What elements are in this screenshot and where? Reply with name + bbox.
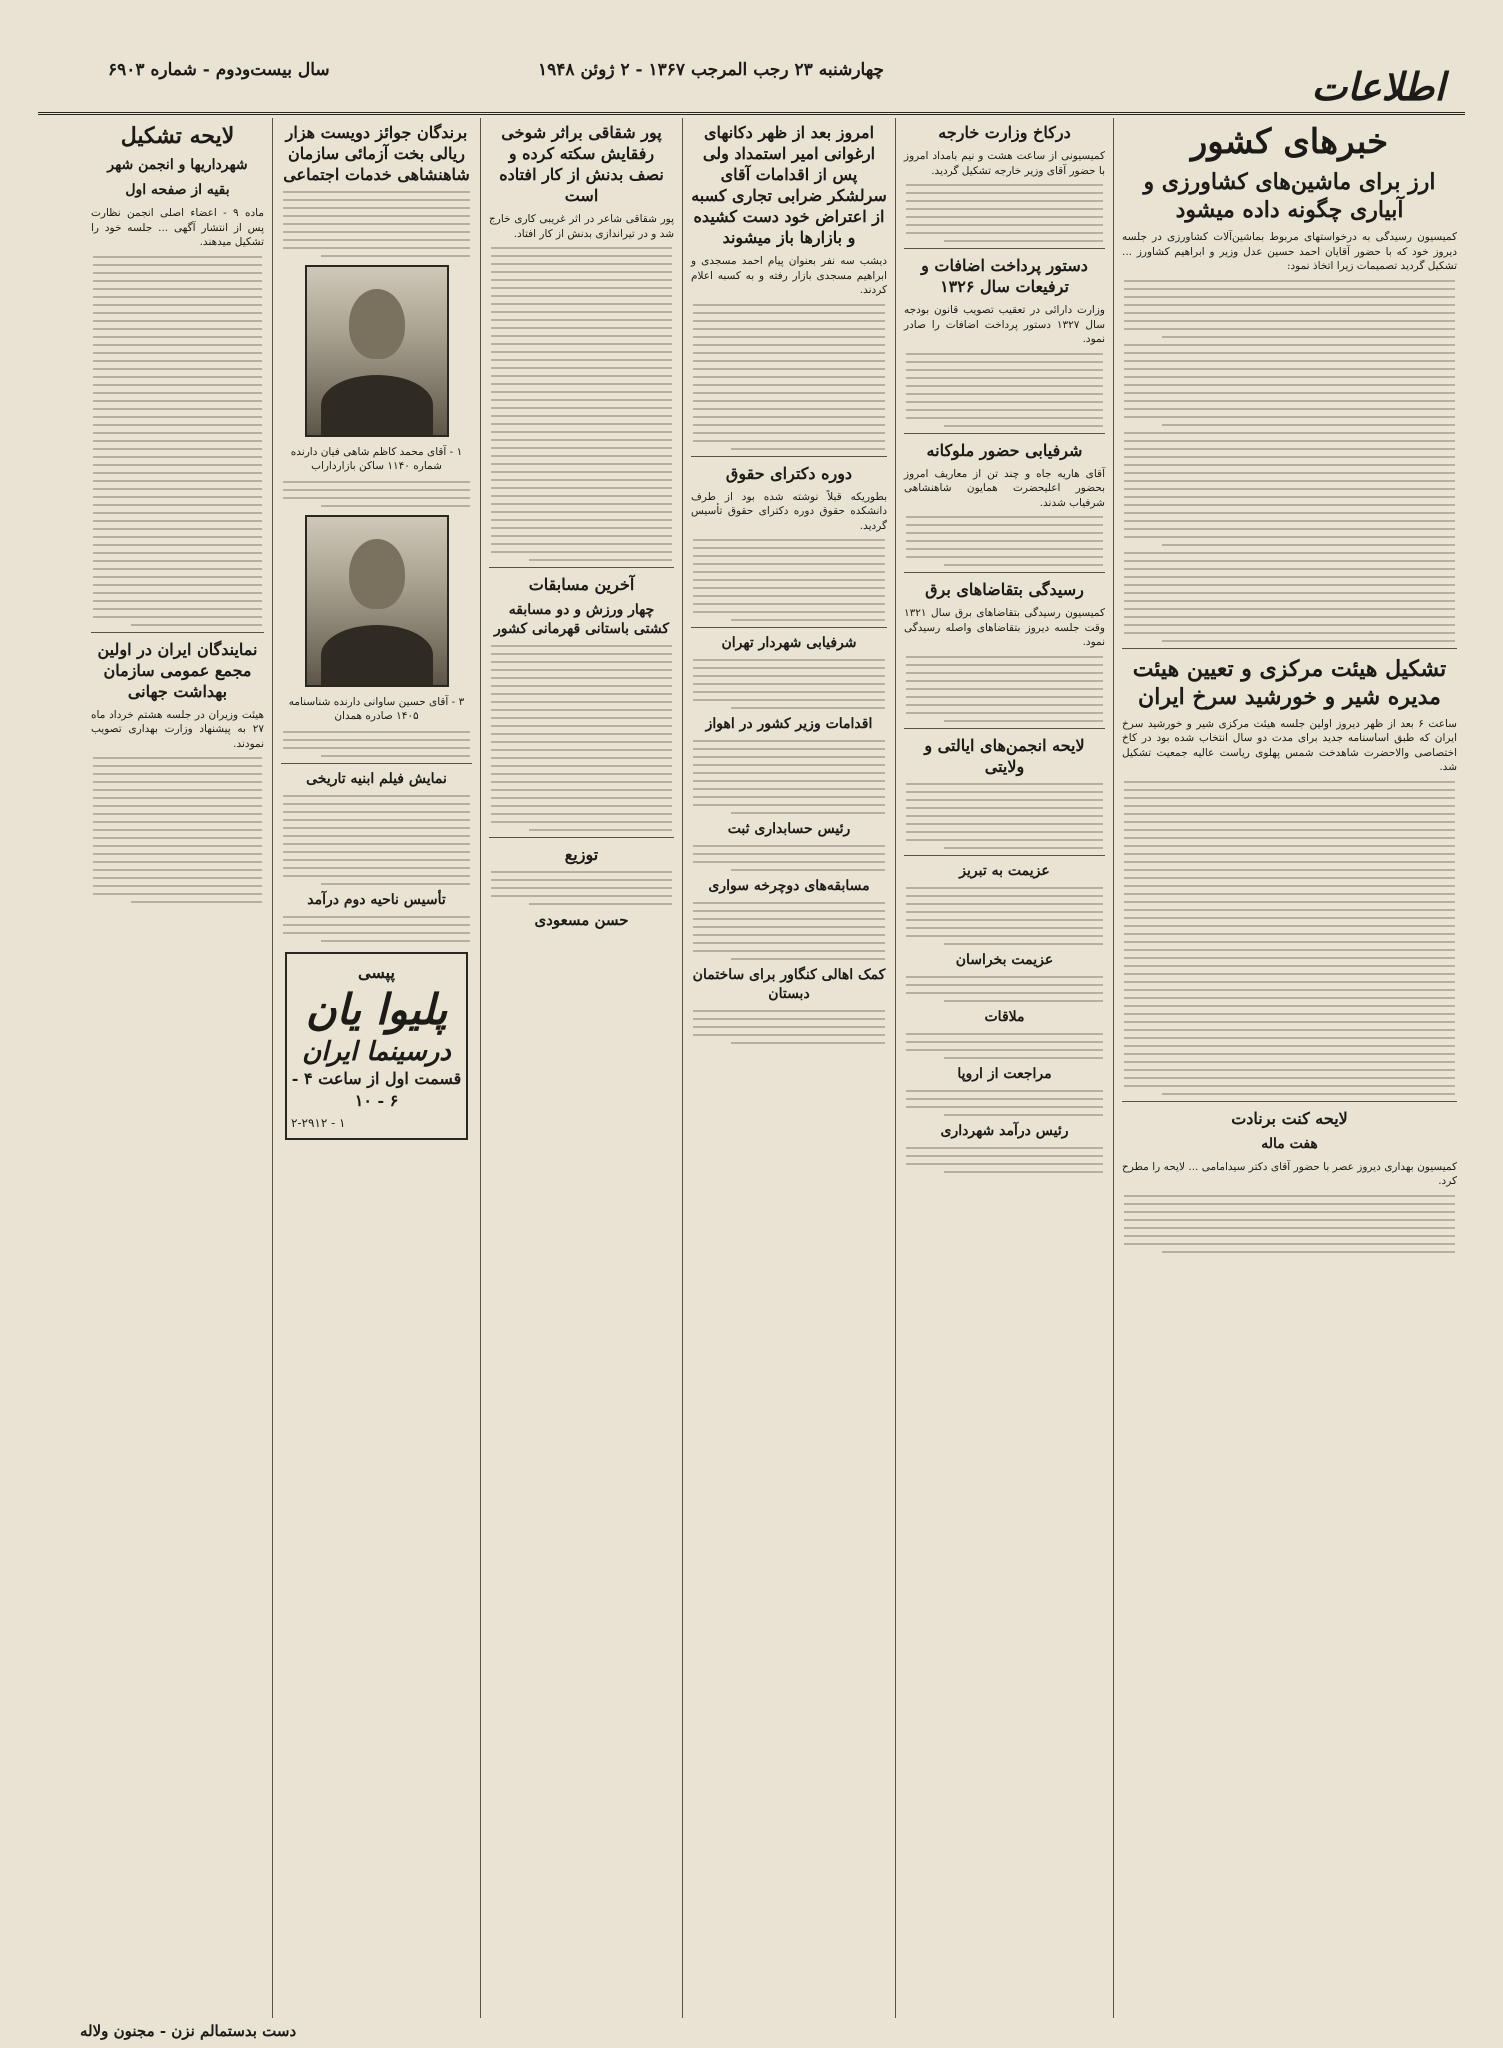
headline-municipal-bill-sub: شهرداریها و انجمن شهر	[107, 157, 248, 173]
headline-lottery-winners: برندگان جوائز دویست هزار ریالی بخت آزمائی سازمان شاهنشاهی خدمات اجتماعی	[283, 123, 470, 184]
headline-electricity: رسیدگی بتقاضاهای برق	[925, 580, 1084, 599]
issue-number: سال بیست‌ودوم - شماره ۶۹۰۳	[108, 60, 330, 80]
article-text: ماده ۹ - اعضاء اصلی انجمن نظارت پس از انتشار آگهی ... جلسه خود را تشکیل میدهند.	[91, 207, 264, 248]
article-text: کمیسیونی از ساعت هشت و نیم بامداد امروز با حضور آقای وزیر خارجه تشکیل گردید.	[904, 150, 1105, 177]
headline-cycling: مسابقه‌های دوچرخه سواری	[708, 878, 870, 894]
headline-national-news: خبرهای کشور	[1190, 122, 1389, 162]
headline-law-doctorate: دوره دکترای حقوق	[725, 463, 853, 483]
headline-registry: رئیس حسابداری ثبت	[727, 821, 851, 837]
article-text: ساعت ۶ بعد از ظهر دیروز اولین جلسه هیئت مرکزی شیر و خورشید سرخ ایران که طبق اساسنامه جدید برای مدت دو سال انتخاب شده بود در کاخ اختصاصی والاحضرت شاهدخت شمس پهلوی ریاست عالیه جمعیت تشکیل شد.	[1122, 717, 1457, 773]
column-5	[272, 118, 480, 2018]
headline-foreign-ministry: درکاخ وزارت خارجه	[938, 123, 1071, 142]
ad-title: پلیوا یان	[305, 985, 448, 1034]
ad-line-1: پپسی	[358, 963, 395, 982]
dateline: چهارشنبه ۲۳ رجب المرجب ۱۳۶۷ - ۲ ژوئن ۱۹۴۸	[538, 60, 885, 80]
photo-caption-1: ۱ - آقای محمد کاظم شاهی فیان دارنده شماره ۱۱۴۰ ساکن بازارداراب	[290, 446, 463, 472]
headline-who-assembly: نمایندگان ایران در اولین مجمع عمومی سازمان بهداشت جهانی	[97, 639, 258, 701]
column-2	[895, 118, 1113, 2018]
headline-interior-minister: اقدامات وزیر کشور در اهواز	[705, 716, 873, 732]
footer-headline: دست بدستمالم نزن - مجنون ولاله	[80, 2022, 297, 2040]
article-text: آقای هاریه جاه و چند تن از معاریف امروز بحضور اعلیحضرت همایون شاهنشاهی شرفیاب شدند.	[904, 467, 1105, 509]
author-name: حسن مسعودی	[534, 911, 629, 929]
headline-film-show: نمایش فیلم ابنیه تاریخی	[306, 771, 447, 787]
headline-bill-sub: هفت ماله	[1261, 1135, 1318, 1152]
headline-mayor-audience: شرفیابی شهردار تهران	[721, 635, 857, 651]
portrait-photo-1	[305, 265, 449, 437]
headline-municipal-bill: لایحه تشکیل	[120, 123, 235, 149]
masthead	[38, 48, 1465, 115]
subheadline-machinery-currency: ارز برای ماشین‌های کشاورزی و آبیاری چگونه داده میشود	[1143, 169, 1436, 223]
headline-competitions: آخرین مسابقات	[528, 575, 635, 594]
headline-bill: لایحه کنت برنادت	[1231, 1108, 1348, 1128]
ad-code: ۲-۲۹۱۲ - ۱	[291, 1116, 346, 1130]
headline-tabriz: عزیمت به تبریز	[959, 862, 1050, 879]
headline-payments: دستور پرداخت اضافات و ترفیعات سال ۱۳۲۶	[921, 256, 1088, 296]
headline-continued: بقیه از صفحه اول	[125, 182, 230, 198]
article-text: پور شقاقی شاعر در اثر غریبی کاری خارج شد و در تیراندازی بدنش از کار افتاد.	[489, 213, 674, 240]
article-text: بطوریکه قبلاً نوشته شده بود از طرف دانشکده حقوق دوره دکترای حقوق تأسیس گردید.	[691, 490, 887, 532]
photo-caption-2: ۳ - آقای حسین ساوانی دارنده شناسنامه ۱۴۰۵ صادره همدان	[288, 696, 465, 722]
headline-khorasan: عزیمت بخراسان	[955, 951, 1054, 968]
text-block	[1122, 1195, 1457, 1253]
column-6	[83, 118, 272, 2018]
headline-distribution: توزیع	[564, 845, 599, 864]
column-national-news	[1113, 118, 1465, 2018]
article-text: کمیسیون بهداری دیروز عصر با حضور آقای دکتر سیدامامی ... لایحه را مطرح کرد.	[1122, 1160, 1457, 1187]
text-block	[1122, 280, 1457, 642]
column-3	[682, 118, 895, 2018]
text-block	[1122, 781, 1457, 1095]
columns	[38, 118, 1465, 2018]
article-text: کمیسیون رسیدگی بتقاضاهای برق سال ۱۳۲۱ وقت جلسه دیروز بتقاضاهای واصله رسیدگی نمود.	[904, 607, 1105, 648]
headline-municipal-revenue: رئیس درآمد شهرداری	[940, 1122, 1069, 1139]
ad-cinema: درسینما ایران	[302, 1037, 451, 1067]
headline-return-europe: مراجعت از اروپا	[957, 1065, 1052, 1082]
headline-kangavar: کمک اهالی کنگاور برای ساختمان دبستان	[692, 967, 886, 1002]
headline-bazaar: امروز بعد از ظهر دکانهای ارغوانی امیر استمداد ولی پس از اقدامات آقای سرلشکر ضرابی تجاری کسبه از اعتراض خود دست کشیده و بازارها باز میشوند	[691, 123, 887, 247]
article-text: کمیسیون رسیدگی به درخواستهای مربوط بماشین‌آلات کشاورزی در جلسه دیروز خود که با حضور آقایان احمد حسین عدل وزیر و ابراهیم کشاورز ... تشکیل گردید تصمیمات زیرا اتخاذ نمود:	[1122, 231, 1457, 272]
headline-meeting: ملاقات	[984, 1008, 1025, 1025]
headline-poursheghaghi: پور شقاقی براثر شوخی رفقایش سکته کرده و نصف بدنش از کار افتاده است	[499, 123, 664, 205]
article-text: وزارت دارائی در تعقیب تصویب قانون بودجه سال ۱۳۲۷ دستور پرداخت اضافات را صادر نمود.	[904, 304, 1106, 345]
headline-revenue-district: تأسیس ناحیه دوم درآمد	[307, 892, 446, 908]
headline-provincial-councils: لایحه انجمن‌های ایالتی و ولایتی	[924, 735, 1085, 776]
headline-wrestling: چهار ورزش و دو مسابقه کشتی باستانی قهرمانی کشور	[494, 602, 669, 637]
column-4	[480, 118, 682, 2018]
article-text: دیشب سه نفر بعنوان پیام احمد مسجدی و ابراهیم مسجدی بازار رفته و به کسبه اعلام کردند.	[691, 255, 887, 296]
article-text: هیئت وزیران در جلسه هشتم خرداد ماه ۲۷ به پیشنهاد وزارت بهداری تصویب نمودند.	[91, 708, 264, 750]
newspaper-logo: اطلاعات	[1311, 64, 1445, 109]
cinema-advertisement	[285, 952, 468, 1140]
headline-royal-audience: شرفیابی حضور ملوکانه	[926, 440, 1083, 460]
portrait-photo-2	[305, 515, 449, 687]
headline-red-lion-sun: تشکیل هیئت مرکزی و تعیین هیئت مدیره شیر و خورشید سرخ ایران	[1132, 655, 1447, 710]
ad-showtimes: قسمت اول از ساعت ۴ - ۶ - ۱۰	[291, 1069, 462, 1110]
